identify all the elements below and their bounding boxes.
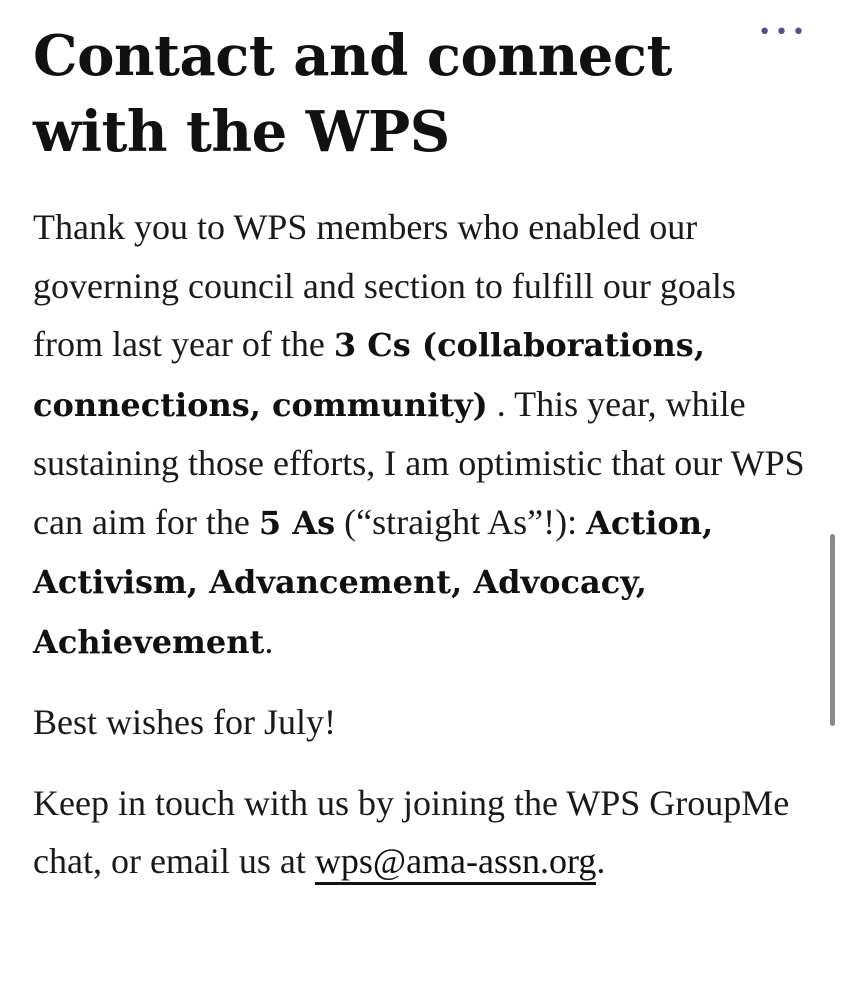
article-content [33,18,813,891]
intro-end: . [264,620,274,661]
email-link[interactable]: wps@ama-assn.org [315,841,596,885]
scrollbar-thumb[interactable] [830,534,835,726]
wishes-paragraph: Best wishes for July! [33,702,336,742]
page-title: Contact and connect with the WPS [33,23,672,165]
contact-text: Keep in touch with us by joining the WPS GroupMe chat, or email us at [33,782,790,881]
more-options-icon[interactable]: ••• [758,20,809,45]
quote-text: (“straight As”!): [335,501,587,542]
intro-text: Thank you to WPS members who enabled our governing council and section to fulfill our goals from last year of the [33,207,736,364]
intro-paragraph [33,198,813,671]
five-as-text: 5 As [258,503,336,542]
as-list-text: Action, Activism, Advancement, Advocacy, Achievement [33,503,714,661]
contact-end: . [596,841,606,881]
three-cs-text: 3 Cs (collaborations, connections, community) [33,326,705,424]
middle-text: . This year, while sustaining those efforts, I am optimistic that our WPS can aim for the [33,383,805,542]
contact-paragraph [33,774,813,891]
